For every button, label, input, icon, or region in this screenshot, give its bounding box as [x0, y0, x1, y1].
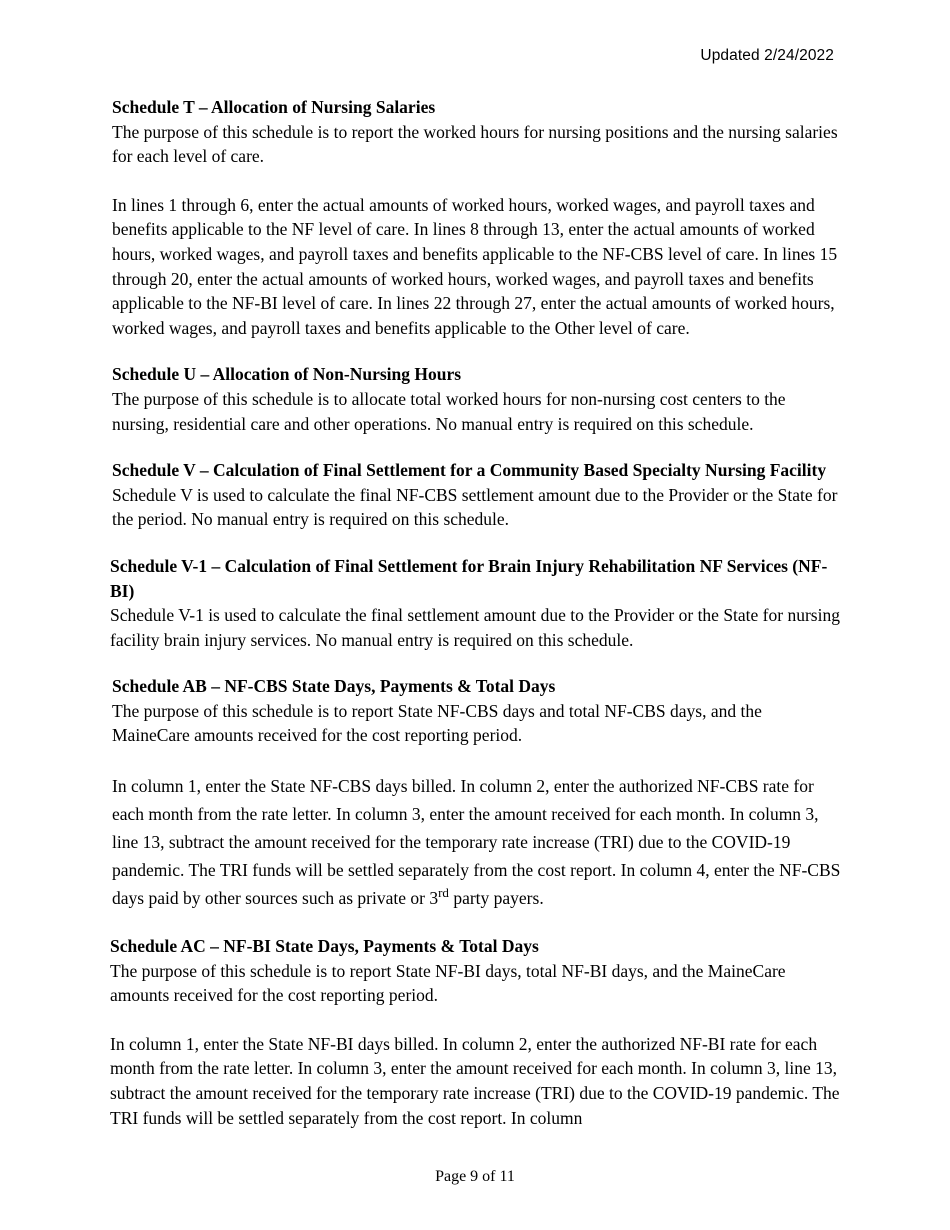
section-heading: Schedule V-1 – Calculation of Final Settlement for Brain Injury Rehabilitation NF Services (NF-BI)	[110, 555, 828, 601]
paragraph-text: In column 1, enter the State NF-CBS days billed. In column 2, enter the authorized NF-CBS rate for each month from the rate letter. In column 3, enter the amount received for each month. In column 3, line 13, subtract the amount received for the temporary rate increase (TRI) due to the COVID-19 pandemic. The TRI funds will be settled separately from the cost report. In column 4, enter the NF-CBS days paid by other sources such as private or 3	[112, 776, 841, 909]
section-heading: Schedule U – Allocation of Non-Nursing Hours	[112, 364, 462, 385]
paragraph: The purpose of this schedule is to report State NF-BI days, total NF-BI days, and the MaineCare amounts received for the cost reporting period.	[110, 960, 786, 1006]
paragraph: The purpose of this schedule is to report State NF-CBS days and total NF-CBS days, and the MaineCare amounts received for the cost reporting period.	[112, 700, 762, 746]
ordinal-superscript: rd	[438, 885, 449, 901]
paragraph: The purpose of this schedule is to report the worked hours for nursing positions and the nursing salaries for each level of care.	[112, 121, 838, 167]
schedule-u-section	[112, 362, 842, 436]
paragraph: In lines 1 through 6, enter the actual amounts of worked hours, worked wages, and payroll taxes and benefits applicable to the NF level of care. In lines 8 through 13, enter the actual amounts of worked hours, worked wages, and payroll taxes and benefits applicable to the NF-CBS level of care. In lines 15 through 20, enter the actual amounts of worked hours, worked wages, and payroll taxes and benefits applicable to the NF-BI level of care. In lines 22 through 27, enter the actual amounts of worked hours, worked wages, and payroll taxes and benefits applicable to the Other level of care.	[112, 194, 838, 338]
schedule-t-section	[112, 95, 842, 340]
schedule-v-section	[112, 458, 842, 532]
updated-date: Updated 2/24/2022	[700, 47, 834, 64]
paragraph: In column 1, enter the State NF-BI days billed. In column 2, enter the authorized NF-BI rate for each month from the rate letter. In column 3, enter the amount received for each month. In column 3, line 13, subtract the amount received for the temporary rate increase (TRI) due to the COVID-19 pandemic. The TRI funds will be settled separately from the cost report. In column	[110, 1033, 840, 1128]
document-body	[112, 95, 842, 1152]
schedule-ab-section	[112, 674, 842, 912]
section-heading: Schedule AC – NF-BI State Days, Payments & Total Days	[110, 936, 539, 957]
section-heading: Schedule AB – NF-CBS State Days, Payments & Total Days	[112, 676, 556, 697]
paragraph: The purpose of this schedule is to allocate total worked hours for non-nursing cost centers to the nursing, residential care and other operations. No manual entry is required on this schedule.	[112, 388, 786, 434]
paragraph	[112, 772, 842, 912]
paragraph: Schedule V is used to calculate the final NF-CBS settlement amount due to the Provider or the State for the period. No manual entry is required on this schedule.	[112, 484, 838, 530]
schedule-ac-section	[110, 934, 842, 1130]
schedule-v1-section	[110, 554, 842, 652]
section-heading: Schedule V – Calculation of Final Settlement for a Community Based Specialty Nursing Facility	[112, 460, 827, 481]
section-heading: Schedule T – Allocation of Nursing Salaries	[112, 97, 436, 117]
paragraph-text: party payers.	[448, 888, 544, 909]
paragraph: Schedule V-1 is used to calculate the final settlement amount due to the Provider or the State for nursing facility brain injury services. No manual entry is required on this schedule.	[110, 605, 840, 650]
page-number: Page 9 of 11	[435, 1168, 515, 1185]
